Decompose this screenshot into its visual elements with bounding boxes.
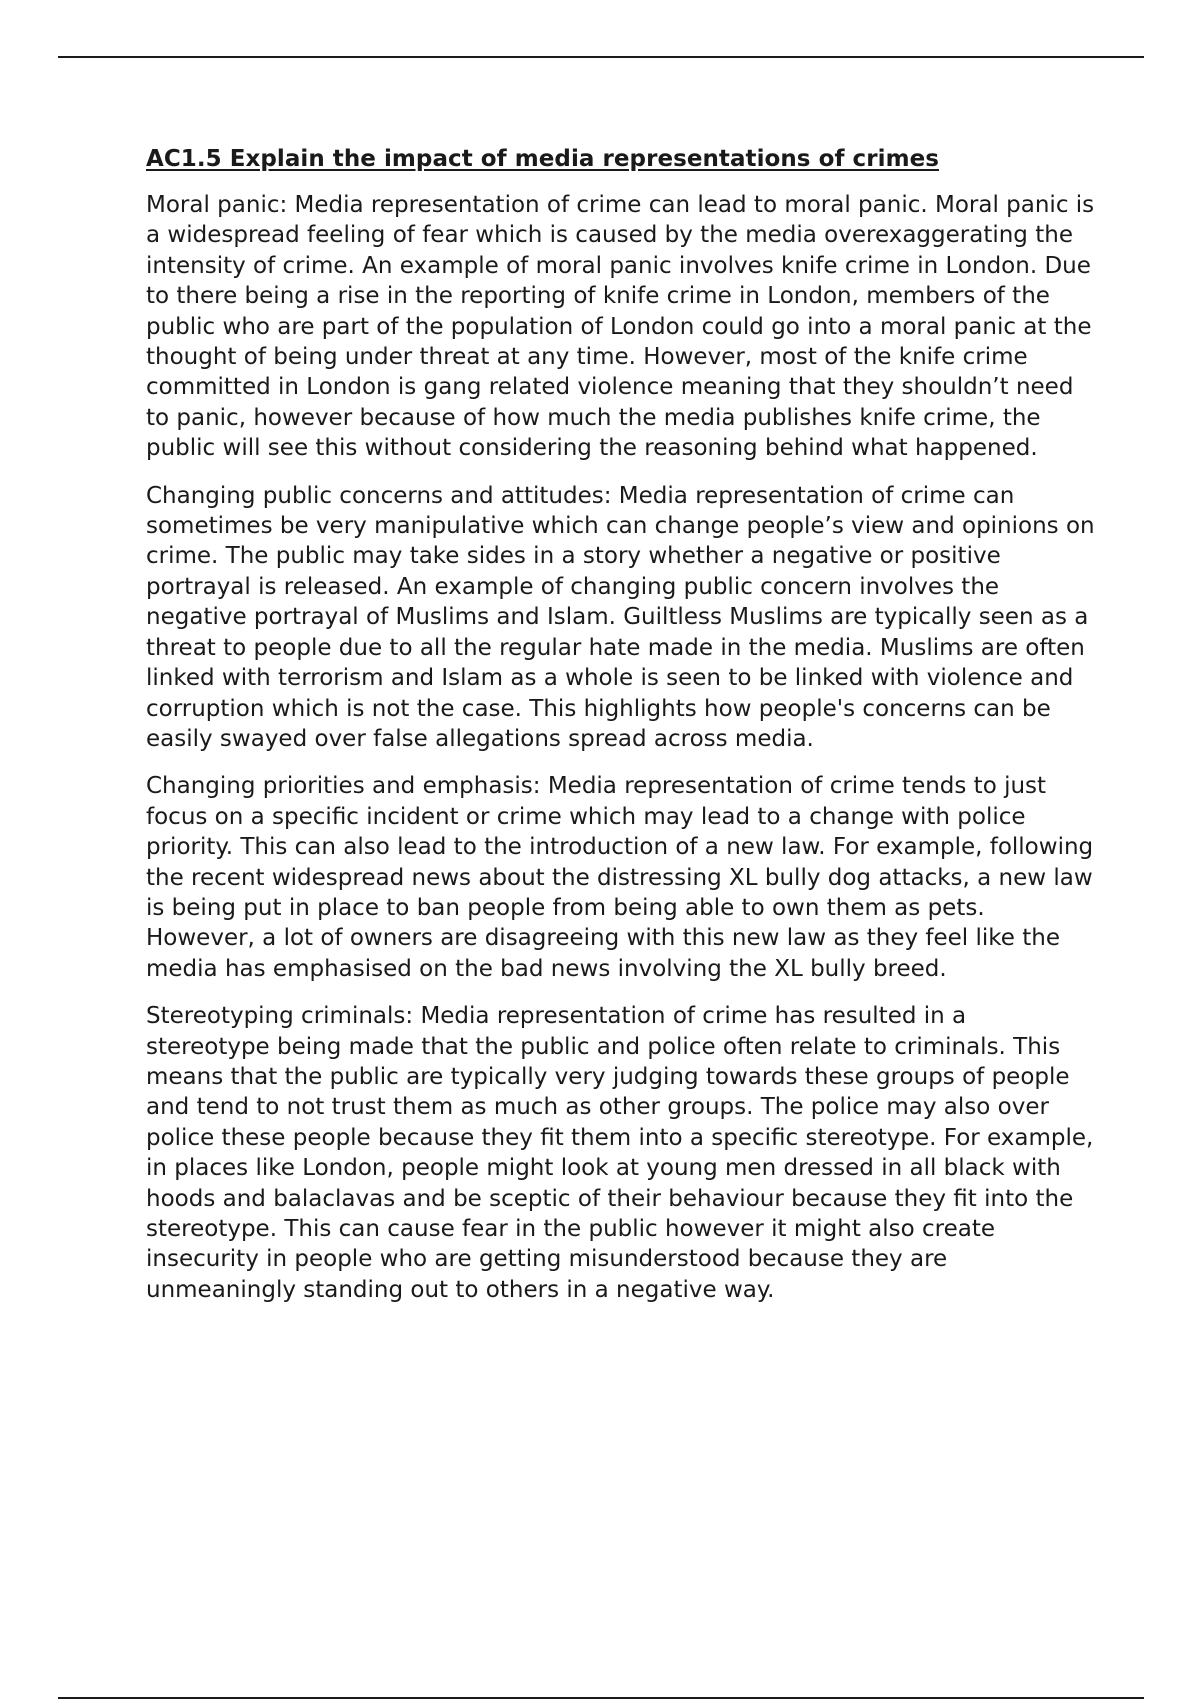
header-rule (58, 56, 1144, 58)
footer-rule (58, 1697, 1144, 1699)
paragraph-moral-panic: Moral panic: Media representation of crime can lead to moral panic. Moral panic is a widespread feeling of fear which is caused by the media overexaggerating the intensity of crime. An example of moral panic involves knife crime in London. Due to there being a rise in the reporting of knife crime in London, members of the public who are part of the population of London could go into a moral panic at the thought of being under threat at any time. However, most of the knife crime committed in London is gang related violence meaning that they shouldn’t need to panic, however because of how much the media publishes knife crime, the public will see this without considering the reasoning behind what happened. (146, 192, 1095, 462)
paragraph-priorities-emphasis: Changing priorities and emphasis: Media representation of crime tends to just focus on a specific incident or crime which may lead to a change with police priority. This can also lead to the introduction of a new law. For example, following the recent widespread news about the distressing XL bully dog attacks, a new law is being put in place to ban people from being able to own them as pets. However, a lot of owners are disagreeing with this new law as they feel like the media has emphasised on the bad news involving the XL bully breed. (146, 773, 1094, 982)
document-body (146, 142, 1096, 1322)
paragraph-stereotyping: Stereotyping criminals: Media representation of crime has resulted in a stereotype being made that the public and police often relate to criminals. This means that the public are typically very judging towards these groups of people and tend to not trust them as much as other groups. The police may also over police these people because they fit them into a specific stereotype. For example, in places like London, people might look at young men dressed in all black with hoods and balaclavas and be sceptic of their behaviour because they fit into the stereotype. This can cause fear in the public however it might also create insecurity in people who are getting misunderstood because they are unmeaningly standing out to others in a negative way. (146, 1003, 1094, 1303)
document-heading: AC1.5 Explain the impact of media representations of crimes (146, 146, 939, 172)
paragraph-public-concerns: Changing public concerns and attitudes: Media representation of crime can sometimes be very manipulative which can change people’s view and opinions on crime. The public may take sides in a story whether a negative or positive portrayal is released. An example of changing public concern involves the negative portrayal of Muslims and Islam. Guiltless Muslims are typically seen as a threat to people due to all the regular hate made in the media. Muslims are often linked with terrorism and Islam as a whole is seen to be linked with violence and corruption which is not the case. This highlights how people's concerns can be easily swayed over false allegations spread across media. (146, 482, 1095, 752)
